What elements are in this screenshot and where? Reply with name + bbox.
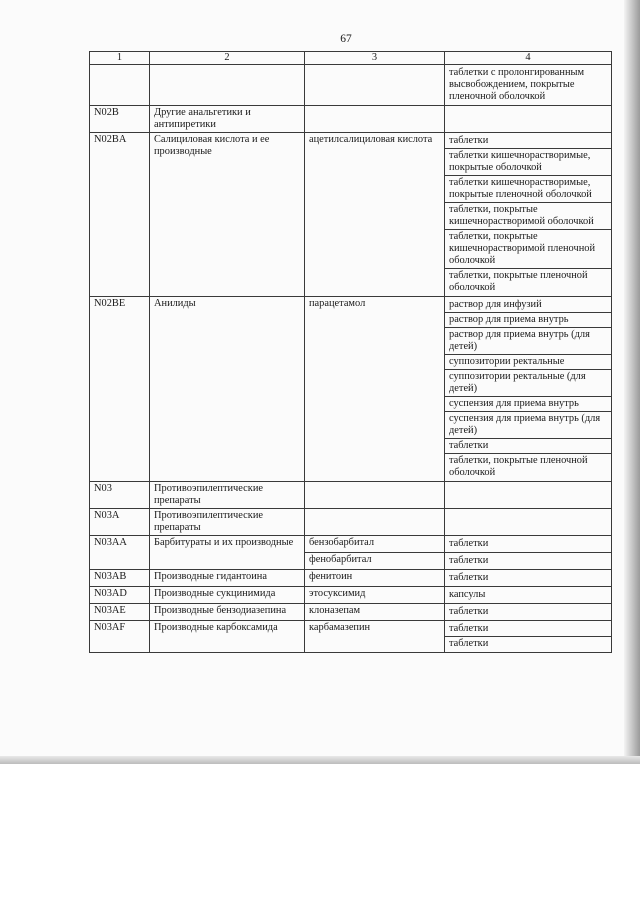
- table-row: [90, 297, 612, 482]
- group-name-cell: Производные карбоксамида: [150, 621, 305, 653]
- dosage-form: таблетки: [449, 555, 489, 566]
- atc-code-cell: [90, 65, 150, 106]
- substance-cell: [305, 482, 445, 509]
- substance-cell: этосуксимид: [305, 587, 445, 604]
- column-header: 3: [305, 52, 445, 65]
- dosage-form: суппозитории ректальные: [445, 355, 611, 370]
- atc-code-cell: N02B: [90, 106, 150, 133]
- table-row: [90, 133, 612, 297]
- table-row: [90, 570, 612, 587]
- substance-cell: [305, 65, 445, 106]
- dosage-form: таблетки, покрытые кишечнорастворимой пленочной оболочкой: [445, 230, 611, 269]
- group-name-cell: Производные гидантоина: [150, 570, 305, 587]
- substance-cell: фенитоин: [305, 570, 445, 587]
- dosage-forms-cell: [445, 65, 612, 106]
- substance-cell: [305, 106, 445, 133]
- dosage-form: таблетки кишечнорастворимые, покрытые оболочкой: [445, 149, 611, 176]
- table-row: [90, 587, 612, 604]
- dosage-forms-cell: [445, 587, 612, 604]
- dosage-form: суспензия для приема внутрь: [445, 397, 611, 412]
- column-header: 1: [90, 52, 150, 65]
- dosage-forms-cell: [445, 297, 612, 482]
- table-row: [90, 482, 612, 509]
- dosage-forms-cell: [445, 133, 612, 297]
- substance-cell: [305, 509, 445, 536]
- substance-cell: парацетамол: [305, 297, 445, 482]
- dosage-forms-cell: [445, 553, 612, 570]
- page-number: 67: [340, 33, 352, 45]
- dosage-form: суспензия для приема внутрь (для детей): [445, 412, 611, 439]
- dosage-forms-cell: [445, 604, 612, 621]
- dosage-form: таблетки, покрытые пленочной оболочкой: [449, 455, 588, 478]
- atc-code-cell: N02BA: [90, 133, 150, 297]
- dosage-forms-cell: [445, 482, 612, 509]
- scan-shadow-bottom: [0, 756, 640, 764]
- group-name-cell: Анилиды: [150, 297, 305, 482]
- dosage-form: суппозитории ректальные (для детей): [445, 370, 611, 397]
- group-name-cell: Производные сукцинимида: [150, 587, 305, 604]
- dosage-form: таблетки, покрытые пленочной оболочкой: [449, 270, 588, 293]
- table-row: [90, 621, 612, 653]
- dosage-forms-cell: [445, 570, 612, 587]
- medication-table: [89, 51, 612, 653]
- group-name-cell: Другие анальгетики и антипиретики: [150, 106, 305, 133]
- group-name-cell: Производные бензодиазепина: [150, 604, 305, 621]
- dosage-form: таблетки, покрытые кишечнорастворимой оболочкой: [445, 203, 611, 230]
- dosage-form: таблетки кишечнорастворимые, покрытые пленочной оболочкой: [445, 176, 611, 203]
- dosage-forms-cell: [445, 621, 612, 653]
- dosage-forms-cell: [445, 509, 612, 536]
- substance-cell: бензобарбитал: [305, 536, 445, 553]
- substance-cell: карбамазепин: [305, 621, 445, 653]
- column-header: 4: [445, 52, 612, 65]
- group-name-cell: Противоэпилептические препараты: [150, 509, 305, 536]
- table-row: [90, 509, 612, 536]
- group-name-cell: Противоэпилептические препараты: [150, 482, 305, 509]
- dosage-form: раствор для приема внутрь (для детей): [445, 328, 611, 355]
- dosage-form: таблетки с пролонгированным высвобождением, покрытые пленочной оболочкой: [449, 67, 585, 102]
- atc-code-cell: N03AA: [90, 536, 150, 570]
- substance-cell: ацетилсалициловая кислота: [305, 133, 445, 297]
- dosage-form: таблетки: [449, 606, 489, 617]
- dosage-form: таблетки: [449, 572, 489, 583]
- atc-code-cell: N03AB: [90, 570, 150, 587]
- column-header: 2: [150, 52, 305, 65]
- dosage-form: таблетки: [445, 134, 611, 149]
- table-row: [90, 65, 612, 106]
- atc-code-cell: N02BE: [90, 297, 150, 482]
- scan-shadow-right: [624, 0, 640, 762]
- atc-code-cell: N03: [90, 482, 150, 509]
- group-name-cell: Барбитураты и их производные: [150, 536, 305, 570]
- substance-cell: клоназепам: [305, 604, 445, 621]
- group-name-cell: [150, 65, 305, 106]
- dosage-form: таблетки: [445, 622, 611, 637]
- dosage-form: капсулы: [449, 589, 486, 600]
- group-name-cell: Салициловая кислота и ее производные: [150, 133, 305, 297]
- table-row: [90, 106, 612, 133]
- dosage-form: таблетки: [445, 439, 611, 454]
- atc-code-cell: N03A: [90, 509, 150, 536]
- substance-cell: фенобарбитал: [305, 553, 445, 570]
- table-header-row: [90, 52, 612, 65]
- table-row: [90, 536, 612, 553]
- dosage-forms-cell: [445, 106, 612, 133]
- dosage-form: раствор для приема внутрь: [445, 313, 611, 328]
- table-row: [90, 604, 612, 621]
- dosage-form: таблетки: [449, 638, 489, 649]
- atc-code-cell: N03AF: [90, 621, 150, 653]
- dosage-form: раствор для инфузий: [445, 298, 611, 313]
- atc-code-cell: N03AE: [90, 604, 150, 621]
- atc-code-cell: N03AD: [90, 587, 150, 604]
- dosage-forms-cell: [445, 536, 612, 553]
- dosage-form: таблетки: [449, 538, 489, 549]
